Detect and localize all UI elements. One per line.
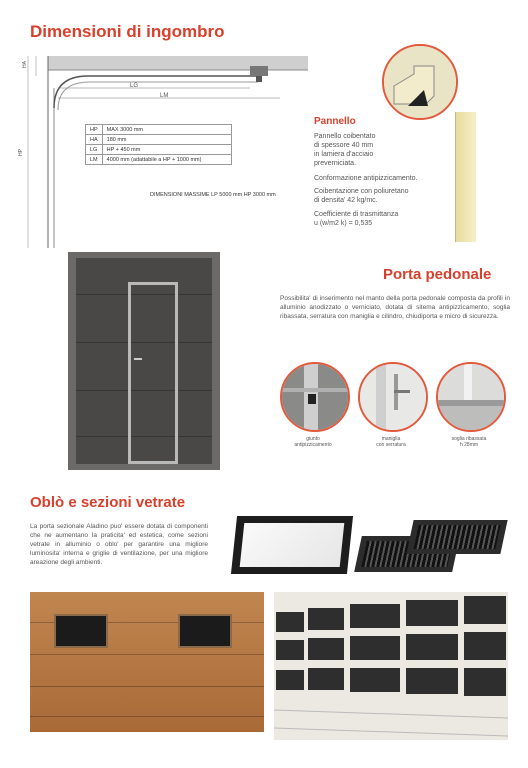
oblo-text: La porta sezionale Aladino puo' essere dotata di componenti che ne aumentano la praticita' ed estetica, come sezioni vetrate in alluminio o oblo' per garantire una migliore luminosita' interna e griglie di ventilazione, per una migliore areazione degli ambienti. xyxy=(30,523,208,566)
pannello-title: Pannello xyxy=(314,116,356,127)
table-row xyxy=(86,145,232,155)
dimensions-table xyxy=(85,124,232,165)
dim-label-lm: LM xyxy=(160,93,169,99)
detail-image-maniglia xyxy=(358,362,428,432)
dim-label-ha: HA xyxy=(21,61,28,68)
porta-title: Porta pedonale xyxy=(383,266,492,283)
pedestrian-door-photo xyxy=(68,252,220,470)
caption-soglia: soglia ribassata h 28mm xyxy=(451,436,487,448)
vent-grille-image-2 xyxy=(406,520,507,554)
porthole-window xyxy=(178,614,232,648)
table-value: 180 mm xyxy=(102,135,231,145)
dim-label-hp: HP xyxy=(17,149,24,156)
oblo-title: Oblò e sezioni vetrate xyxy=(30,494,186,511)
porthole-window xyxy=(54,614,108,648)
detail-image-giunto xyxy=(280,362,350,432)
panel-detail-image xyxy=(382,44,458,120)
pannello-text-1: Pannello coibentato di spessore 40 mm in lamiera d'acciaio preverniciata. xyxy=(314,133,376,167)
caption-giunto: giunto antipizzicamento xyxy=(294,436,332,448)
panel-section-image xyxy=(455,112,476,242)
table-row xyxy=(86,135,232,145)
max-dimensions-note: DIMENSIONI MASSIME LP 5000 mm HP 3000 mm xyxy=(150,192,276,198)
pannello-text-3: Coibentazione con poliuretano di densita' 42 kg/mc. xyxy=(314,188,409,204)
door-frame xyxy=(128,282,178,464)
table-row xyxy=(86,155,232,165)
pannello-text-2: Conformazione antipizzicamento. xyxy=(314,175,418,182)
pannello-text-4: Coefficiente di trasmittanza u (w/m2 k) = 0,535 xyxy=(314,211,399,227)
glazed-door-photo xyxy=(274,592,508,740)
table-value: HP + 450 mm xyxy=(102,145,231,155)
door-handle-icon xyxy=(134,358,142,360)
table-value: MAX 3000 mm xyxy=(102,125,231,135)
wood-door-photo xyxy=(30,592,264,732)
section-title-dimensioni: Dimensioni di ingombro xyxy=(30,22,225,41)
window-insert-image xyxy=(231,516,353,574)
porta-text: Possibilita' di inserimento nel manto della porta pedonale composta da profili in alluminio anodizzato o verniciato, dotata di sitema antipizzicamento, soglia ribassata, serratura con maniglia e cilindro, chiudiporta e micro di sicurezza. xyxy=(280,295,510,320)
dim-label-lg: LG xyxy=(130,83,139,89)
table-row xyxy=(86,125,232,135)
table-key: LM xyxy=(86,155,103,165)
table-value: 4000 mm (adattabile a HP + 1000 mm) xyxy=(102,155,231,165)
table-key: HP xyxy=(86,125,103,135)
detail-image-soglia xyxy=(436,362,506,432)
caption-maniglia: maniglia con serratura xyxy=(376,436,406,448)
table-key: LG xyxy=(86,145,103,155)
table-key: HA xyxy=(86,135,103,145)
